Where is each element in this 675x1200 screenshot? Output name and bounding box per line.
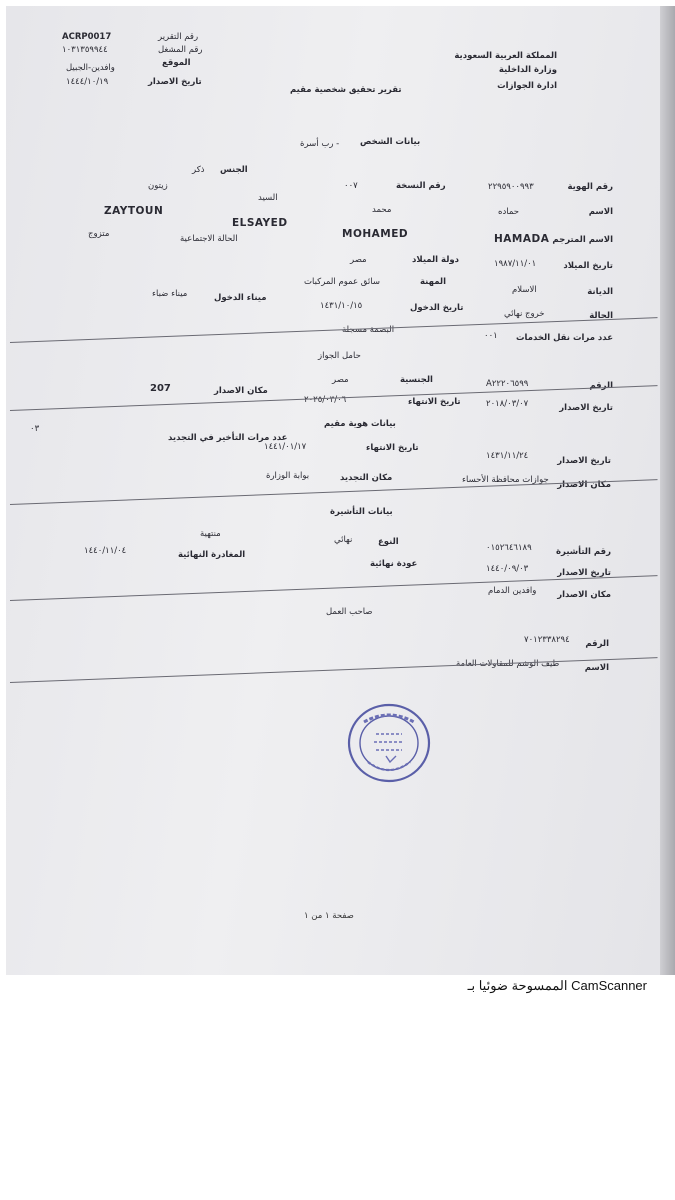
- iqama-issue-date-label: تاريخ الاصدار: [557, 456, 611, 466]
- employer-number-value: ٧٠١٢٣٣٨٢٩٤: [524, 635, 570, 645]
- late-renew-value: ٠٣: [30, 424, 40, 434]
- name-ar-4: زيتون: [148, 181, 168, 191]
- name-en-2: MOHAMED: [342, 228, 409, 240]
- transfers-value: ٠٠١: [484, 331, 498, 341]
- paper-edge-shadow: [660, 6, 675, 978]
- religion-label: الديانة: [587, 287, 613, 297]
- profession-value: سائق عموم المركبات: [304, 277, 380, 287]
- gender-label: الجنس: [220, 165, 248, 175]
- official-stamp: [346, 700, 432, 786]
- report-title: تقرير تحقيق شخصية مقيم: [290, 85, 402, 95]
- iqama-issue-place-label: مكان الاصدار: [557, 480, 611, 490]
- location-label: الموقع: [162, 58, 191, 68]
- visa-no-label: رقم التأشيرة: [556, 547, 611, 557]
- location-value: وافدين-الجبيل: [66, 63, 115, 73]
- profession-label: المهنة: [420, 277, 447, 287]
- visa-issue-place-value: وافدين الدمام: [488, 586, 537, 596]
- voter-no-label: رقم المشغل: [158, 45, 203, 55]
- nationality-value: مصر: [332, 375, 349, 385]
- passport-expiry-label: تاريخ الانتهاء: [408, 397, 461, 407]
- id-value: ٢٢٩٥٩٠٠٩٩٣: [488, 182, 534, 192]
- camscanner-footer: [0, 975, 675, 997]
- copy-no-value: ٠٠٧: [344, 181, 358, 191]
- visa-issue-date-label: تاريخ الاصدار: [557, 568, 611, 578]
- iqama-expiry-label: تاريخ الانتهاء: [366, 443, 419, 453]
- passport-number-value: A٢٢٢٠٦٥٩٩: [486, 379, 529, 389]
- birth-country-label: دولة الميلاد: [412, 255, 460, 265]
- marital-label: الحالة الاجتماعية: [180, 234, 238, 244]
- entry-date-label: تاريخ الدخول: [410, 303, 464, 313]
- passport-expiry-value: ٢٠٢٥/٠٣/٠٦: [304, 395, 347, 405]
- head-of-family: - رب أسرة: [300, 139, 340, 149]
- translated-name-label: الاسم المترجم: [552, 235, 613, 245]
- copy-no-label: رقم النسخة: [396, 181, 446, 191]
- fingerprint-status: البصمة مسجلة: [342, 325, 395, 335]
- ministry-line2: وزارة الداخلية: [498, 65, 557, 75]
- visa-type-label: النوع: [378, 537, 399, 547]
- report-no-value: ACRP0017: [62, 32, 112, 42]
- iqama-section-title: بيانات هوية مقيم: [324, 419, 396, 429]
- name-en-1: HAMADA: [494, 233, 550, 245]
- voter-no-value: ١٠٣١٣٥٩٩٤٤: [62, 45, 108, 55]
- issue-date-label: تاريخ الاصدار: [148, 77, 202, 87]
- visa-no-value: ٠١٥٢٦٤٦١٨٩: [486, 543, 532, 553]
- page-number: صفحة ١ من ١: [304, 911, 354, 921]
- renew-place-value: بوابة الوزارة: [266, 471, 310, 481]
- visa-issue-place-label: مكان الاصدار: [557, 590, 611, 600]
- issue-date-value: ١٤٤٤/١٠/١٩: [66, 77, 109, 87]
- entry-date-value: ١٤٣١/١٠/١٥: [320, 301, 363, 311]
- passport-issue-place-label: مكان الاصدار: [214, 386, 268, 396]
- visas-section-title: بيانات التأشيرة: [330, 507, 393, 517]
- report-no-label: رقم التقرير: [158, 32, 199, 42]
- birth-date-label: تاريخ الميلاد: [563, 261, 613, 271]
- name-en-3: ELSAYED: [232, 217, 288, 229]
- transfers-label: عدد مرات نقل الخدمات: [516, 333, 613, 343]
- religion-value: الاسلام: [512, 285, 537, 295]
- id-label: رقم الهوية: [567, 182, 613, 192]
- entry-port-value: ميناء ضباء: [152, 289, 188, 299]
- name-ar-2: محمد: [372, 205, 392, 215]
- final-return-label: عودة نهائية: [370, 559, 418, 569]
- passport-issue-date-value: ٢٠١٨/٠٣/٠٧: [486, 399, 529, 409]
- passport-issue-date-label: تاريخ الاصدار: [559, 403, 613, 413]
- marital-value: متزوج: [88, 229, 110, 239]
- ministry-line1: المملكة العربية السعودية: [454, 51, 557, 61]
- visa-issue-date-value: ١٤٤٠/٠٩/٠٣: [486, 564, 529, 574]
- passport-number-label: الرقم: [589, 381, 613, 391]
- status-value: خروج نهائي: [504, 309, 545, 319]
- employer-name-label: الاسم: [584, 663, 609, 673]
- departure-label: المغادرة النهائية: [178, 550, 246, 560]
- camscanner-watermark: الممسوحة ضوئيا بـ CamScanner: [467, 978, 647, 993]
- nationality-label: الجنسية: [400, 375, 433, 385]
- ministry-line3: ادارة الجوازات: [497, 81, 557, 91]
- name-ar-1: حماده: [498, 207, 519, 217]
- iqama-expiry-value: ١٤٤١/٠١/١٧: [264, 442, 307, 452]
- employer-section-title: صاحب العمل: [326, 607, 373, 617]
- iqama-issue-date-value: ١٤٣١/١١/٢٤: [486, 451, 529, 461]
- name-ar-3: السيد: [258, 193, 278, 203]
- employer-number-label: الرقم: [585, 639, 609, 649]
- visa-type-value: نهائي: [334, 535, 353, 545]
- passport-issue-place-value: 207: [150, 383, 171, 394]
- name-label: الاسم: [588, 207, 613, 217]
- visa-state-value: منتهية: [200, 529, 221, 539]
- birth-date-value: ١٩٨٧/١١/٠١: [494, 259, 537, 269]
- passport-section-title: حامل الجواز: [318, 351, 361, 361]
- renew-place-label: مكان التجديد: [340, 473, 393, 483]
- departure-value: ١٤٤٠/١١/٠٤: [84, 546, 127, 556]
- iqama-issue-place-value: جوازات محافظة الأحساء: [462, 475, 549, 485]
- entry-port-label: ميناء الدخول: [214, 293, 267, 303]
- person-section-title: بيانات الشخص: [360, 137, 421, 147]
- late-renew-label: عدد مرات التأخير في التجديد: [168, 433, 288, 443]
- employer-name-value: طيف الوشم للمقاولات العامة: [456, 659, 560, 669]
- name-en-4: ZAYTOUN: [104, 205, 164, 217]
- status-label: الحالة: [589, 311, 613, 321]
- birth-country-value: مصر: [350, 255, 367, 265]
- gender-value: ذكر: [192, 165, 205, 175]
